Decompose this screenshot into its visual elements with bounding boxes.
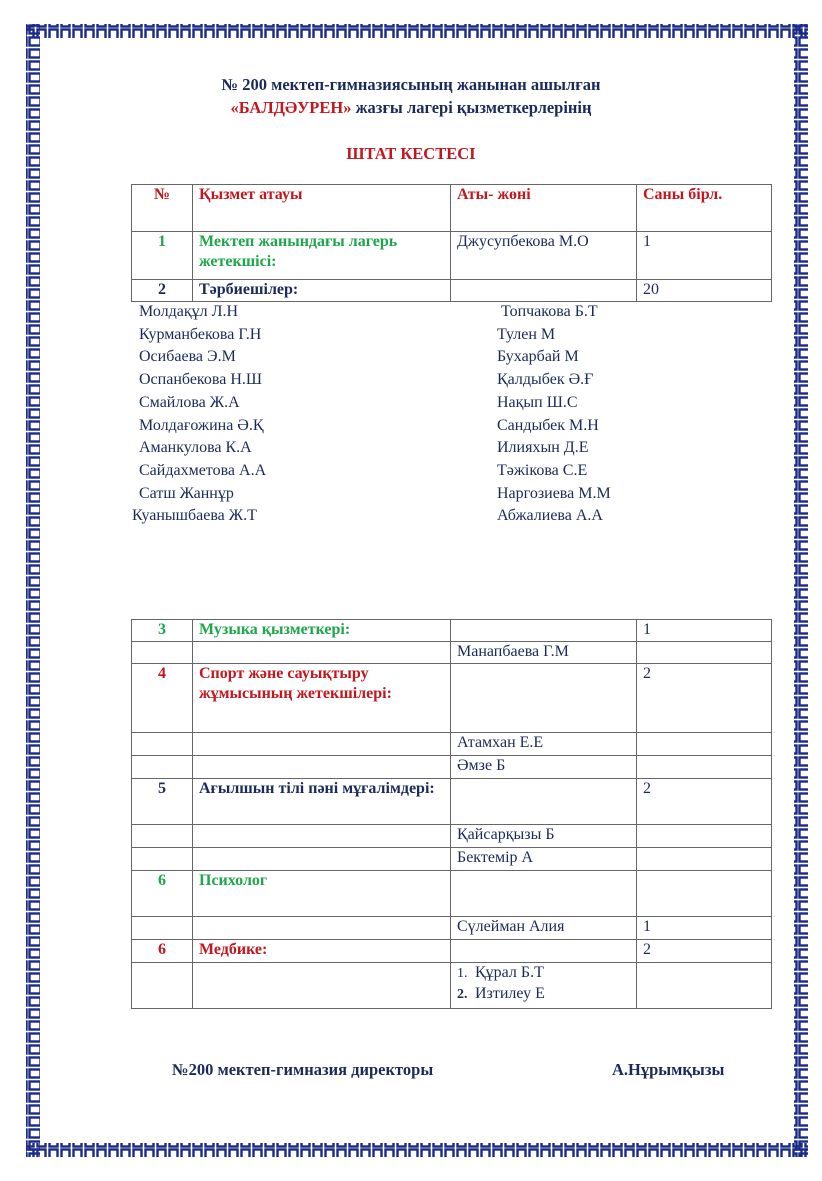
list-item: Илияхын Д.Е — [497, 439, 589, 457]
table-row — [132, 779, 772, 825]
row-name: Джусупбекова М.О — [451, 232, 637, 280]
table-row — [132, 917, 772, 940]
row-num — [132, 848, 193, 871]
list-item-label: Изтилеу Е — [475, 985, 545, 1002]
table-row — [132, 848, 772, 871]
row-num: 2 — [132, 280, 193, 302]
row-num: 3 — [132, 620, 193, 642]
row-num: 4 — [132, 664, 193, 733]
row-count: 1 — [637, 232, 772, 280]
list-item: Молдағожина Ә.Қ — [139, 416, 264, 434]
row-count: 2 — [637, 779, 772, 825]
row-name: Манапбаева Г.М — [451, 642, 637, 664]
row-count — [637, 963, 772, 1009]
header-line-1: № 200 мектеп-гимназиясының жанынан ашылған — [221, 75, 601, 94]
row-count: 2 — [637, 940, 772, 963]
list-item: Топчакова Б.Т — [501, 303, 598, 320]
row-name — [451, 940, 637, 963]
row-num — [132, 642, 193, 664]
row-count — [637, 756, 772, 779]
row-position: Психолог — [193, 871, 451, 917]
row-position — [193, 825, 451, 848]
list-item — [457, 984, 630, 1005]
list-item: Куанышбаева Ж.Т — [132, 507, 257, 525]
list-marker: 1. — [457, 966, 468, 981]
header-line-2 — [0, 98, 822, 118]
row-name: Сүлейман Алия — [451, 917, 637, 940]
row-name: Әмзе Б — [451, 756, 637, 779]
row-num — [132, 756, 193, 779]
table-row — [132, 733, 772, 756]
col-header-position: Қызмет атауы — [193, 185, 451, 232]
row-count: 2 — [637, 664, 772, 733]
row-count — [637, 871, 772, 917]
row-name — [451, 779, 637, 825]
row-position: Тәрбиешілер: — [193, 280, 451, 302]
row-position — [193, 756, 451, 779]
row-position — [193, 848, 451, 871]
row-name: Атамхан Е.Е — [451, 733, 637, 756]
header-line-2-rest: жазғы лагері қызметкерлерінің — [351, 98, 592, 117]
row-num — [132, 733, 193, 756]
row-position: Мектеп жанындағы лагерь жетекшісі: — [193, 232, 451, 280]
row-position — [193, 963, 451, 1009]
table-header-row — [132, 185, 772, 232]
row-num: 6 — [132, 871, 193, 917]
staff-table-top — [131, 184, 772, 302]
table-row — [132, 940, 772, 963]
row-name — [451, 664, 637, 733]
row-position — [193, 642, 451, 664]
row-num — [132, 963, 193, 1009]
row-position: Спорт және сауықтыру жұмысының жетекшілері: — [193, 664, 451, 733]
col-header-name: Аты- жөні — [451, 185, 637, 232]
director-name: А.Нұрымқызы — [612, 1060, 725, 1079]
educators-left-list — [132, 301, 267, 528]
row-position — [193, 917, 451, 940]
row-position: Музыка қызметкері: — [193, 620, 451, 642]
table-row — [132, 232, 772, 280]
table-row — [132, 871, 772, 917]
row-name: Бектемір А — [451, 848, 637, 871]
list-item: Абжалиева А.А — [497, 507, 603, 525]
list-item: Аманкулова К.А — [139, 439, 252, 457]
table-row — [132, 280, 772, 302]
col-header-num: № — [132, 185, 193, 232]
list-item: Бухарбай М — [497, 348, 579, 366]
row-num: 6 — [132, 940, 193, 963]
list-item-label: Құрал Б.Т — [475, 964, 544, 981]
table-row — [132, 756, 772, 779]
row-position: Медбике: — [193, 940, 451, 963]
table-row — [132, 664, 772, 733]
col-header-count: Саны бірл. — [637, 185, 772, 232]
list-item: Осибаева Э.М — [139, 348, 236, 366]
camp-name: «БАЛДӘУРЕН» — [230, 98, 352, 117]
list-item: Молдақұл Л.Н — [139, 303, 239, 320]
row-name — [451, 963, 637, 1009]
list-item: Тәжікова С.Е — [497, 461, 588, 479]
list-item: Смайлова Ж.А — [139, 393, 240, 411]
list-item: Сайдахметова А.А — [139, 461, 267, 479]
nurse-list — [457, 963, 630, 1005]
staff-table-bottom — [131, 619, 772, 1009]
row-num: 1 — [132, 232, 193, 280]
row-num — [132, 917, 193, 940]
list-item: Оспанбекова Н.Ш — [139, 371, 263, 389]
row-name — [451, 871, 637, 917]
row-num: 5 — [132, 779, 193, 825]
row-count: 20 — [637, 280, 772, 302]
page-title: ШТАТ КЕСТЕСІ — [346, 144, 476, 163]
list-marker: 2. — [457, 987, 468, 1002]
row-name — [451, 280, 637, 302]
row-position — [193, 733, 451, 756]
list-item: Тулен М — [497, 325, 556, 343]
list-item: Сатш Жаннұр — [139, 484, 234, 502]
list-item — [457, 963, 630, 984]
row-count: 1 — [637, 620, 772, 642]
list-item: Наргозиева М.М — [497, 484, 611, 502]
table-row — [132, 963, 772, 1009]
row-count — [637, 848, 772, 871]
row-count — [637, 733, 772, 756]
list-item: Нақып Ш.С — [497, 393, 578, 411]
table-row — [132, 825, 772, 848]
row-num — [132, 825, 193, 848]
table-row — [132, 620, 772, 642]
educators-right-list — [497, 301, 611, 528]
row-position: Ағылшын тілі пәні мұғалімдері: — [193, 779, 451, 825]
list-item: Курманбекова Г.Н — [139, 325, 262, 343]
row-name: Қайсарқызы Б — [451, 825, 637, 848]
row-count: 1 — [637, 917, 772, 940]
row-count — [637, 642, 772, 664]
row-count — [637, 825, 772, 848]
table-row — [132, 642, 772, 664]
row-name — [451, 620, 637, 642]
list-item: Қалдыбек Ә.Ғ — [497, 371, 594, 389]
list-item: Сандыбек М.Н — [497, 416, 599, 434]
director-label: №200 мектеп-гимназия директоры — [172, 1060, 434, 1079]
